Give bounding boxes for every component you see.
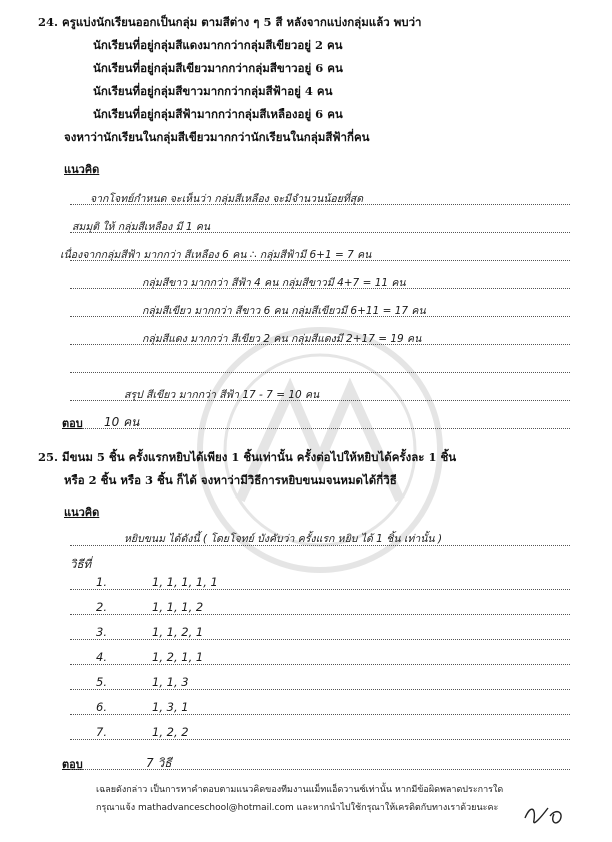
q25-method-number: 3. [96, 625, 107, 639]
q25-method-number: 7. [96, 725, 107, 739]
q25-method-sequence: 1, 2, 1, 1 [152, 650, 204, 664]
q25-answer-value: 7 วิธี [146, 756, 172, 770]
q24-work-5: กลุ่มสีเขียว มากกว่า สีขาว 6 คน กลุ่มสีเขียวมี 6+11 = 17 คน [142, 305, 426, 317]
q24-work-2: สมมุติ ให้ กลุ่มสีเหลือง มี 1 คน [72, 221, 211, 233]
ruled-line [70, 428, 570, 429]
q25-method-sequence: 1, 1, 1, 2 [152, 600, 204, 614]
ruled-line [70, 769, 570, 770]
ruled-line [70, 639, 570, 640]
q24-answer-value: 10 คน [104, 415, 140, 429]
q24-line2: นักเรียนที่อยู่กลุ่มสีแดงมากกว่ากลุ่มสีเขียวอยู่ 2 คน [93, 38, 343, 52]
q25-line2: หรือ 2 ชิ้น หรือ 3 ชิ้น ก็ได้ จงหาว่ามีวิธีการหยิบขนมจนหมดได้กี่วิธี [64, 473, 397, 487]
q25-line1: 25. มีขนม 5 ชิ้น ครั้งแรกหยิบได้เพียง 1 ชิ้นเท่านั้น ครั้งต่อไปให้หยิบได้ครั้งละ 1 ชิ้น [38, 450, 457, 464]
q24-work-6: กลุ่มสีแดง มากกว่า สีเขียว 2 คน กลุ่มสีแดงมี 2+17 = 19 คน [142, 333, 422, 345]
q24-work-3: เนื่องจากกลุ่มสีฟ้า มากกว่า สีเหลือง 6 คน ∴ กลุ่มสีฟ้ามี 6+1 = 7 คน [60, 249, 372, 261]
q25-method-sequence: 1, 3, 1 [152, 700, 189, 714]
q24-line4: นักเรียนที่อยู่กลุ่มสีขาวมากกว่ากลุ่มสีฟ้าอยู่ 4 คน [93, 84, 333, 98]
q24-question: จงหาว่านักเรียนในกลุ่มสีเขียวมากกว่านักเรียนในกลุ่มสีฟ้ากี่คน [64, 130, 370, 144]
q24-work-1: จากโจทย์กำหนด จะเห็นว่า กลุ่มสีเหลือง จะมีจำนวนน้อยที่สุด [90, 193, 364, 205]
ruled-line [70, 689, 570, 690]
handwritten-signature [520, 798, 570, 830]
q25-method-sequence: 1, 1, 2, 1 [152, 625, 204, 639]
q25-method-sequence: 1, 2, 2 [152, 725, 189, 739]
q25-method-label: วิธีที่ [70, 557, 92, 571]
q24-line5: นักเรียนที่อยู่กลุ่มสีฟ้ามากกว่ากลุ่มสีเหลืองอยู่ 6 คน [93, 107, 343, 121]
ruled-line [70, 714, 570, 715]
q25-answer-label: ตอบ [62, 758, 83, 771]
q25-intro: หยิบขนม ได้ดังนี้ ( โดยโจทย์ บังคับว่า ครั้งแรก หยิบ ได้ 1 ชิ้น เท่านั้น ) [124, 533, 443, 545]
q24-summary: สรุป สีเขียว มากกว่า สีฟ้า 17 - 7 = 10 คน [124, 389, 320, 401]
q25-method-number: 2. [96, 600, 107, 614]
q25-method-number: 1. [96, 575, 107, 589]
q24-work-4: กลุ่มสีขาว มากกว่า สีฟ้า 4 คน กลุ่มสีขาวมี 4+7 = 11 คน [142, 277, 406, 289]
q24-answer-label: ตอบ [62, 417, 83, 430]
q25-method-number: 4. [96, 650, 107, 664]
q25-method-number: 6. [96, 700, 107, 714]
q25-method-sequence: 1, 1, 3 [152, 675, 189, 689]
footer-disclaimer: เฉลยดังกล่าว เป็นการหาคำตอบตามแนวคิดของทีมงานแม็ทแอ็ดวานซ์เท่านั้น หากมีข้อผิดพลาดประการใด [96, 785, 504, 795]
q24-heading: แนวคิด [64, 163, 100, 176]
footer-contact: กรุณาแจ้ง mathadvanceschool@hotmail.com และหากนำไปใช้กรุณาให้เครดิตกับทางเราด้วยนะคะ [96, 803, 499, 813]
q25-method-number: 5. [96, 675, 107, 689]
q25-heading: แนวคิด [64, 506, 100, 519]
q24-line3: นักเรียนที่อยู่กลุ่มสีเขียวมากกว่ากลุ่มสีขาวอยู่ 6 คน [93, 61, 343, 75]
ruled-line [70, 614, 570, 615]
q24-line1: 24. ครูแบ่งนักเรียนออกเป็นกลุ่ม ตามสีต่าง ๆ 5 สี หลังจากแบ่งกลุ่มแล้ว พบว่า [38, 15, 422, 29]
q25-method-sequence: 1, 1, 1, 1, 1 [152, 575, 218, 589]
ruled-line [70, 372, 570, 373]
ruled-line [70, 739, 570, 740]
ruled-line [70, 589, 570, 590]
ruled-line [70, 664, 570, 665]
